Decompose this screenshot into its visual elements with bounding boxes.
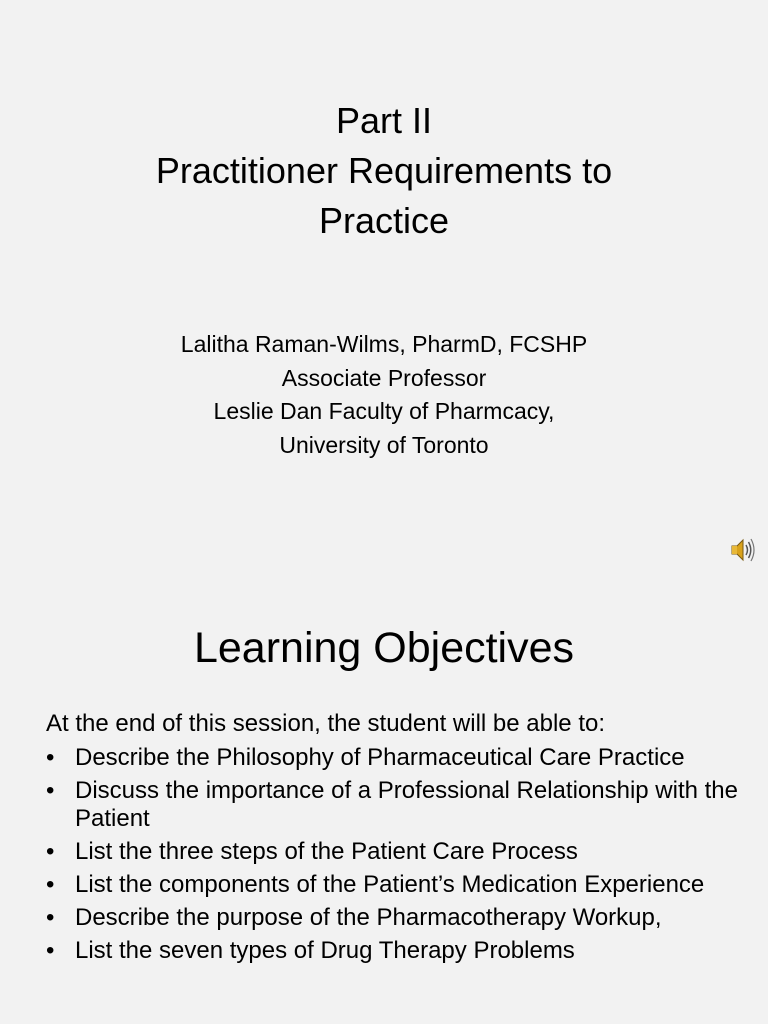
bullet-marker: •	[46, 871, 55, 898]
bullet-text: Describe the Philosophy of Pharmaceutical Care Practice	[75, 744, 685, 771]
author-name: Lalitha Raman-Wilms, PharmD, FCSHP	[180, 331, 588, 357]
intro-text: At the end of this session, the student will be able to:	[46, 710, 606, 737]
objectives-slide	[0, 580, 768, 1024]
author-info	[0, 328, 768, 462]
list-item	[46, 777, 746, 833]
bullet-text: Describe the purpose of the Pharmacotherapy Workup,	[75, 904, 662, 931]
title-line-3: Practice	[318, 200, 450, 241]
slide-title	[0, 96, 768, 246]
author-position: Associate Professor	[281, 364, 487, 391]
bullet-marker: •	[46, 777, 55, 804]
slide-title: Learning Objectives	[193, 624, 575, 672]
list-item	[46, 744, 746, 772]
title-line-2: Practitioner Requirements to	[155, 150, 613, 191]
list-item	[46, 904, 746, 932]
bullet-marker: •	[46, 744, 55, 771]
bullet-text: List the seven types of Drug Therapy Problems	[75, 937, 575, 964]
bullet-text: List the three steps of the Patient Care Process	[75, 838, 578, 865]
bullet-text: List the components of the Patient’s Medication Experience	[75, 871, 705, 898]
bullet-marker: •	[46, 838, 55, 865]
speaker-icon[interactable]	[730, 536, 756, 564]
author-faculty: Leslie Dan Faculty of Pharmcacy,	[213, 398, 555, 424]
bullet-text: Discuss the importance of a Professional Relationship with the Patient	[75, 777, 738, 832]
list-item	[46, 871, 746, 899]
list-item	[46, 937, 746, 965]
bullet-marker: •	[46, 904, 55, 931]
list-item	[46, 838, 746, 866]
author-university: University of Toronto	[279, 431, 489, 458]
objectives-list	[46, 744, 746, 970]
title-line-1: Part II	[335, 100, 433, 141]
bullet-marker: •	[46, 937, 55, 964]
